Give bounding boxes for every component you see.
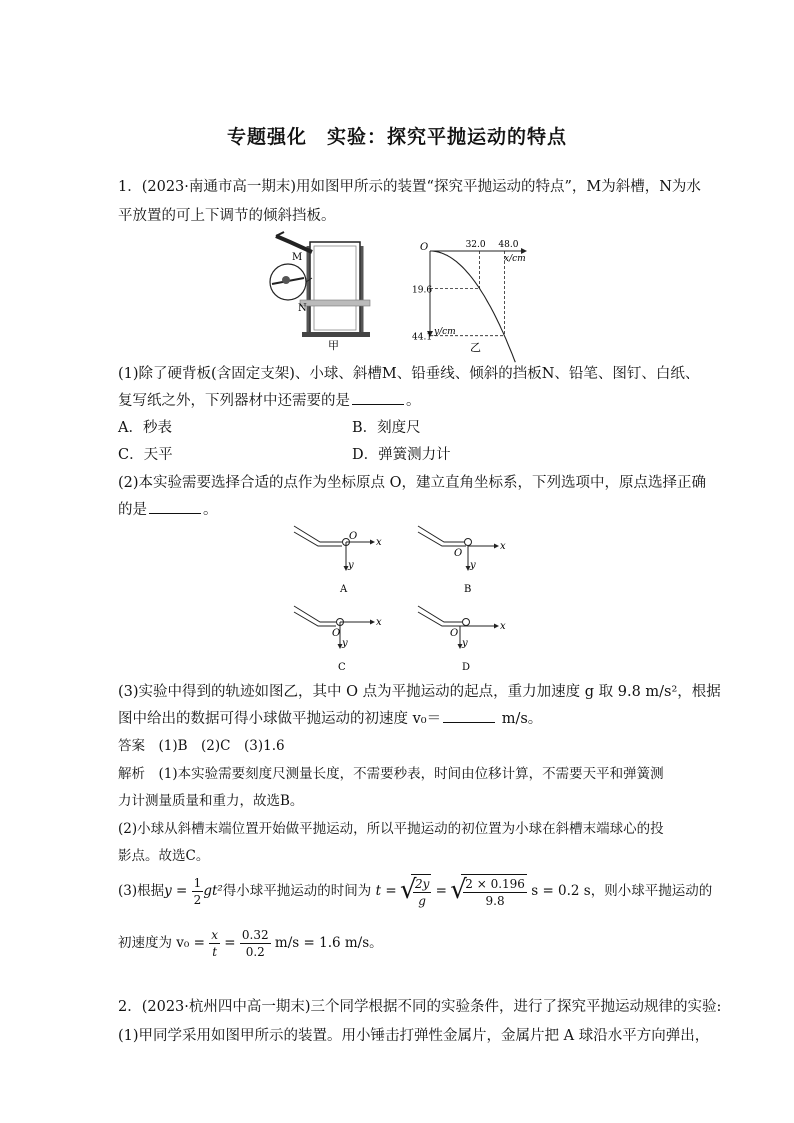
q2-stem-2: (1)甲同学采用如图甲所示的装置。用小锤击打弹性金属片，金属片把 A 球沿水平方向弹出， xyxy=(118,1028,710,1044)
diagram-label-b: B xyxy=(464,584,472,595)
x-tick-32: 32.0 xyxy=(465,240,486,250)
option-b: B．刻度尺 xyxy=(352,420,421,436)
q1-part3: (3)实验中得到的轨迹如图乙，其中 O 点为平抛运动的起点，重力加速度 g 取 9.8 m/s²，根据 xyxy=(118,684,721,700)
explanation-2-2: 影点。故选C。 xyxy=(118,848,210,864)
q1-part1: (1)除了硬背板(含固定支架)、小球、斜槽M、铅垂线、倾斜的挡板N、铅笔、图钉、白纸、 xyxy=(118,366,700,382)
xlabel: x/cm xyxy=(504,254,526,264)
svg-text:x: x xyxy=(376,617,382,628)
explanation-1: 解析 (1)本实验需要刻度尺测量长度，不需要秒表，时间由位移计算，不需要天平和弹簧测 xyxy=(118,766,664,782)
diagram-c xyxy=(294,606,382,673)
answer-blank-1[interactable] xyxy=(352,390,404,405)
svg-text:y: y xyxy=(348,560,354,571)
option-c: C．天平 xyxy=(118,447,173,463)
explanation-3: (3)根据y = $\frac{1}{2}$ gt²得小球平抛运动的时间为 t = √ $\frac{2y}{g}$ = √ $\frac{2 \times 0.196}{9.8}$ s = 0.2 s，则小球平抛运动的 xyxy=(118,874,712,909)
diagram-label-c: C xyxy=(338,662,346,673)
origin-label: O xyxy=(420,242,429,253)
explanation-1-2: 力计测量质量和重力，故选B。 xyxy=(118,793,304,809)
diagram-d xyxy=(418,606,506,673)
q1-stem: 1．(2023·南通市高一期末)用如图甲所示的装置“探究平抛运动的特点”，M为斜槽，N为水 xyxy=(118,179,701,195)
q1-part2-2 xyxy=(118,498,218,519)
diagram-label-d: D xyxy=(462,662,471,673)
origin-diagrams xyxy=(286,520,526,673)
answer-line: 答案 (1)B (2)C (3)1.6 xyxy=(118,738,285,754)
q1-part2: (2)本实验需要选择合适的点作为坐标原点 O，建立直角坐标系，下列选项中，原点选择正确 xyxy=(118,475,707,491)
y-tick-44-1: 44.1 xyxy=(412,332,433,343)
q1-part3-text: 图中给出的数据可得小球做平抛运动的初速度 v₀＝ xyxy=(118,711,442,727)
option-d: D．弹簧测力计 xyxy=(352,447,451,463)
q1-part3-2 xyxy=(118,707,542,728)
label-n: N xyxy=(298,303,307,314)
page-title: 专题强化 实验：探究平抛运动的特点 xyxy=(226,126,567,148)
explanation-2: (2)小球从斜槽末端位置开始做平抛运动，所以平抛运动的初位置为小球在斜槽末端球心的投 xyxy=(118,821,664,837)
figure-jia-label: 甲 xyxy=(328,339,339,352)
q1-part2-end: 。 xyxy=(203,502,218,518)
q1-part1-text: 复写纸之外，下列器材中还需要的是 xyxy=(118,393,350,409)
answer-blank-3[interactable] xyxy=(443,708,495,723)
label-m: M xyxy=(292,252,303,263)
x-tick-48: 48.0 xyxy=(498,240,519,250)
q1-part1-2 xyxy=(118,389,421,410)
diagram-a xyxy=(294,526,382,595)
figure-jia xyxy=(268,230,388,350)
y-tick-19-6: 19.6 xyxy=(412,285,433,296)
svg-text:y: y xyxy=(342,638,348,649)
q1-part2-text: 的是 xyxy=(118,502,147,518)
q1-part1-end: 。 xyxy=(406,393,421,409)
option-a: A．秒表 xyxy=(118,420,172,436)
figure-yi-label: 乙 xyxy=(470,341,481,354)
explanation-3-2: 初速度为 v₀ = $\frac{x}{t}$ = $\frac{0.32}{0.2}$ m/s = 1.6 m/s。 xyxy=(118,928,383,959)
svg-text:O: O xyxy=(349,531,358,542)
svg-text:x: x xyxy=(500,541,506,552)
q1-part3-end: m/s。 xyxy=(497,711,543,727)
diagram-label-a: A xyxy=(340,584,348,595)
q1-stem-2: 平放置的可上下调节的倾斜挡板。 xyxy=(118,208,336,224)
svg-text:y: y xyxy=(470,560,476,571)
svg-text:x: x xyxy=(376,537,382,548)
q2-stem: 2．(2023·杭州四中高一期末)三个同学根据不同的实验条件，进行了探究平抛运动规律的实验: xyxy=(118,999,722,1015)
svg-text:O: O xyxy=(450,628,459,639)
ylabel: y/cm xyxy=(434,327,456,337)
answer-blank-2[interactable] xyxy=(149,499,201,514)
svg-text:O: O xyxy=(454,548,463,559)
svg-text:O: O xyxy=(332,628,341,639)
svg-text:y: y xyxy=(462,638,468,649)
diagram-b xyxy=(418,526,506,595)
figure-yi xyxy=(412,236,538,356)
svg-text:x: x xyxy=(500,621,506,632)
